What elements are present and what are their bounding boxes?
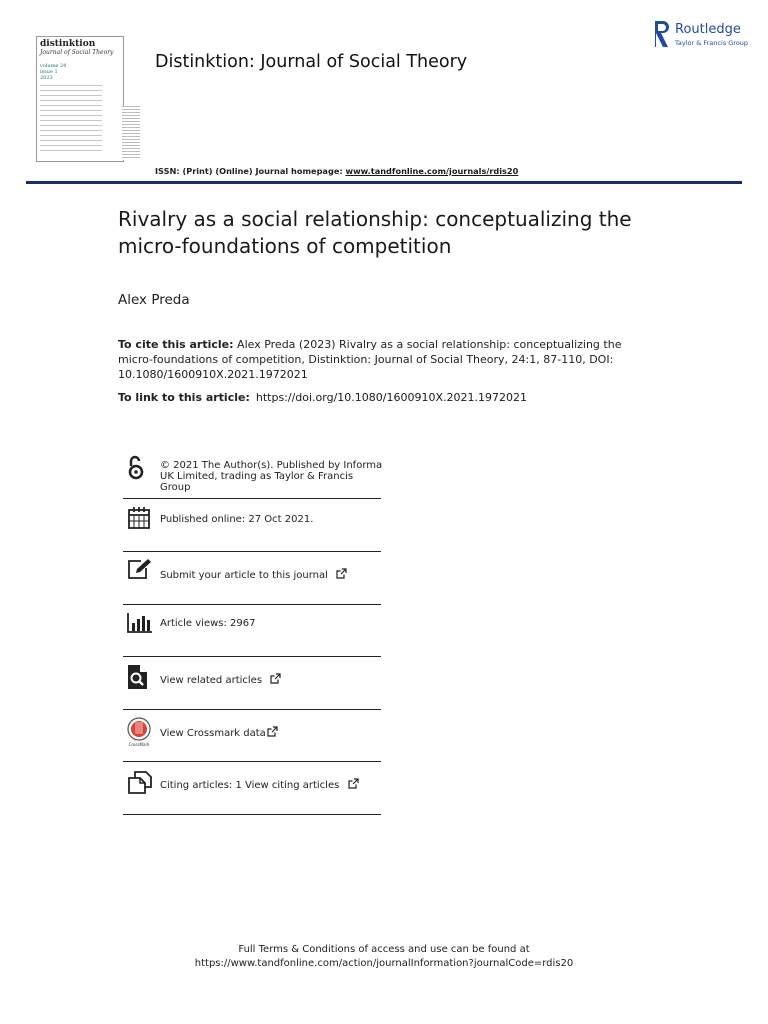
edit-icon bbox=[127, 558, 153, 580]
terms-url[interactable]: https://www.tandfonline.com/action/journalInformation?journalCode=rdis20 bbox=[194, 958, 574, 969]
submit-article-link[interactable]: Submit your article to this journal bbox=[160, 570, 328, 581]
crossmark-row[interactable] bbox=[123, 710, 381, 761]
article-url-link[interactable]: https://doi.org/10.1080/1600910X.2021.1972021 bbox=[255, 391, 527, 404]
article-title: Rivalry as a social relationship: conceptualizing the micro-foundations of competition bbox=[118, 207, 632, 258]
citing-articles-row[interactable] bbox=[123, 762, 381, 814]
cite-label: To cite this article: bbox=[118, 338, 234, 351]
citing-articles-link[interactable]: Citing articles: 1 View citing articles bbox=[160, 780, 340, 791]
related-articles-row[interactable] bbox=[123, 657, 381, 709]
routledge-logo-icon bbox=[653, 20, 671, 48]
terms-text: Full Terms & Conditions of access and use can be found at bbox=[238, 944, 530, 955]
cite-text: Alex Preda (2023) Rivalry as a social relationship: conceptualizing the micro-foundations of competition, Distinktion: Journal of Social Theory, 24:1, 87-110, DOI: bbox=[118, 338, 622, 366]
publisher-tagline: Taylor & Francis Group bbox=[675, 39, 749, 47]
terms-footer bbox=[0, 943, 768, 971]
cover-volume-issue bbox=[40, 63, 66, 81]
open-access-icon bbox=[127, 455, 145, 481]
link-label: To link to this article: bbox=[118, 391, 250, 404]
header-divider bbox=[26, 181, 742, 184]
issn-prefix: ISSN: (Print) (Online) Journal homepage: bbox=[155, 166, 346, 176]
article-views: Article views: 2967 bbox=[160, 618, 256, 629]
external-link-icon bbox=[270, 673, 281, 684]
citing-documents-icon bbox=[127, 770, 153, 794]
journal-cover-thumbnail bbox=[36, 36, 124, 162]
bar-chart-icon bbox=[127, 612, 153, 634]
doi-link[interactable]: 10.1080/1600910X.2021.1972021 bbox=[118, 368, 308, 381]
related-search-icon bbox=[127, 664, 149, 690]
external-link-icon bbox=[348, 778, 359, 789]
info-divider bbox=[123, 814, 381, 815]
cover-issue: issue 1 bbox=[40, 69, 58, 75]
open-access-line-2: UK Limited, trading as Taylor & Francis bbox=[160, 471, 354, 482]
calendar-icon bbox=[127, 506, 151, 530]
cover-volume: volume 24 bbox=[40, 63, 67, 69]
open-access-row bbox=[123, 454, 381, 498]
article-views-row bbox=[123, 605, 381, 656]
journal-name: Distinktion: Journal of Social Theory bbox=[155, 52, 468, 72]
issn-line bbox=[155, 166, 518, 176]
published-date: Published online: 27 Oct 2021. bbox=[160, 514, 314, 525]
cover-barcode bbox=[122, 106, 140, 160]
open-access-text bbox=[160, 460, 382, 493]
journal-homepage-link[interactable]: www.tandfonline.com/journals/rdis20 bbox=[345, 166, 519, 176]
crossmark-link[interactable]: View Crossmark data bbox=[160, 728, 266, 739]
related-articles-link[interactable]: View related articles bbox=[160, 675, 263, 686]
open-access-line-1: © 2021 The Author(s). Published by Informa bbox=[160, 460, 383, 471]
open-access-line-3: Group bbox=[160, 482, 191, 493]
crossmark-badge-label: CrossMark bbox=[128, 742, 150, 747]
published-row bbox=[123, 499, 381, 551]
publisher-name: Routledge bbox=[675, 22, 741, 37]
external-link-icon bbox=[336, 568, 347, 579]
cover-subtitle: Journal of Social Theory bbox=[40, 49, 114, 56]
crossmark-icon bbox=[125, 717, 153, 747]
submit-article-row[interactable] bbox=[123, 552, 381, 604]
article-author[interactable]: Alex Preda bbox=[118, 292, 190, 308]
cover-title: distinktion bbox=[40, 39, 96, 49]
article-link-line bbox=[118, 391, 527, 404]
citation-block bbox=[118, 337, 653, 382]
cover-year: 2023 bbox=[40, 75, 53, 81]
external-link-icon bbox=[267, 726, 278, 737]
cover-contents-lines bbox=[40, 85, 102, 155]
